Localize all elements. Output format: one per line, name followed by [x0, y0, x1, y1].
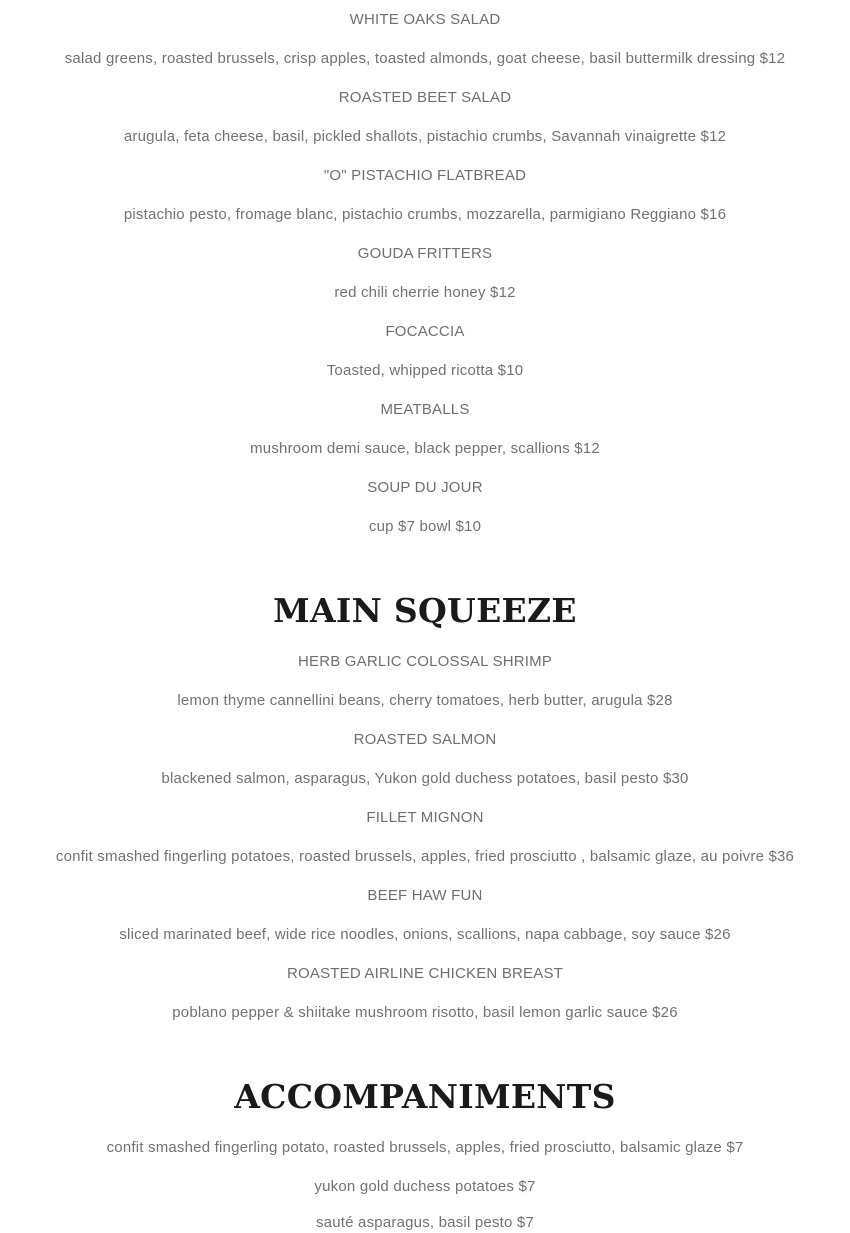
section-title-accompaniments: ACCOMPANIMENTS	[234, 1077, 616, 1116]
menu-item-description: confit smashed fingerling potatoes, roasted brussels, apples, fried prosciutto , balsamic glaze, au poivre $36	[55, 848, 795, 865]
menu-item-name: ROASTED BEET SALAD	[338, 89, 512, 106]
menu-item-name: ROASTED SALMON	[353, 731, 497, 748]
accompaniment-item: yukon gold duchess potatoes $7	[314, 1178, 536, 1195]
menu-item-name: MEATBALLS	[380, 401, 470, 418]
menu-item-description: pistachio pesto, fromage blanc, pistachio crumbs, mozzarella, parmigiano Reggiano $16	[123, 206, 727, 223]
menu-item-name: BEEF HAW FUN	[367, 887, 483, 904]
menu-item-name: ROASTED AIRLINE CHICKEN BREAST	[286, 965, 564, 982]
menu-item-name: WHITE OAKS SALAD	[349, 11, 501, 28]
menu-item-name: "O" PISTACHIO FLATBREAD	[323, 167, 527, 184]
menu-item-name: GOUDA FRITTERS	[357, 245, 493, 262]
menu-item-name: FILLET MIGNON	[366, 809, 484, 826]
menu-item-name: FOCACCIA	[385, 323, 465, 340]
menu-item-description: blackened salmon, asparagus, Yukon gold duchess potatoes, basil pesto $30	[161, 770, 689, 787]
menu-item-description: poblano pepper & shiitake mushroom risotto, basil lemon garlic sauce $26	[172, 1004, 678, 1021]
menu-item-name: SOUP DU JOUR	[367, 479, 483, 496]
menu-item-description: lemon thyme cannellini beans, cherry tomatoes, herb butter, arugula $28	[177, 692, 673, 709]
menu-item-name: HERB GARLIC COLOSSAL SHRIMP	[297, 653, 553, 670]
menu-item-description: Toasted, whipped ricotta $10	[326, 362, 524, 379]
menu-item-description: red chili cherrie honey $12	[334, 284, 516, 301]
menu-item-description: mushroom demi sauce, black pepper, scallions $12	[250, 440, 600, 457]
section-title-main-squeeze: MAIN SQUEEZE	[273, 591, 577, 630]
menu-item-description: salad greens, roasted brussels, crisp apples, toasted almonds, goat cheese, basil buttermilk dressing $12	[64, 50, 786, 67]
menu-item-description: cup $7 bowl $10	[368, 518, 482, 535]
accompaniment-item: sauté asparagus, basil pesto $7	[315, 1214, 534, 1231]
accompaniment-item: confit smashed fingerling potato, roasted brussels, apples, fried prosciutto, balsamic glaze $7	[106, 1139, 744, 1156]
menu-item-description: arugula, feta cheese, basil, pickled shallots, pistachio crumbs, Savannah vinaigrette $12	[123, 128, 727, 145]
menu-item-description: sliced marinated beef, wide rice noodles, onions, scallions, napa cabbage, soy sauce $26	[119, 926, 731, 943]
